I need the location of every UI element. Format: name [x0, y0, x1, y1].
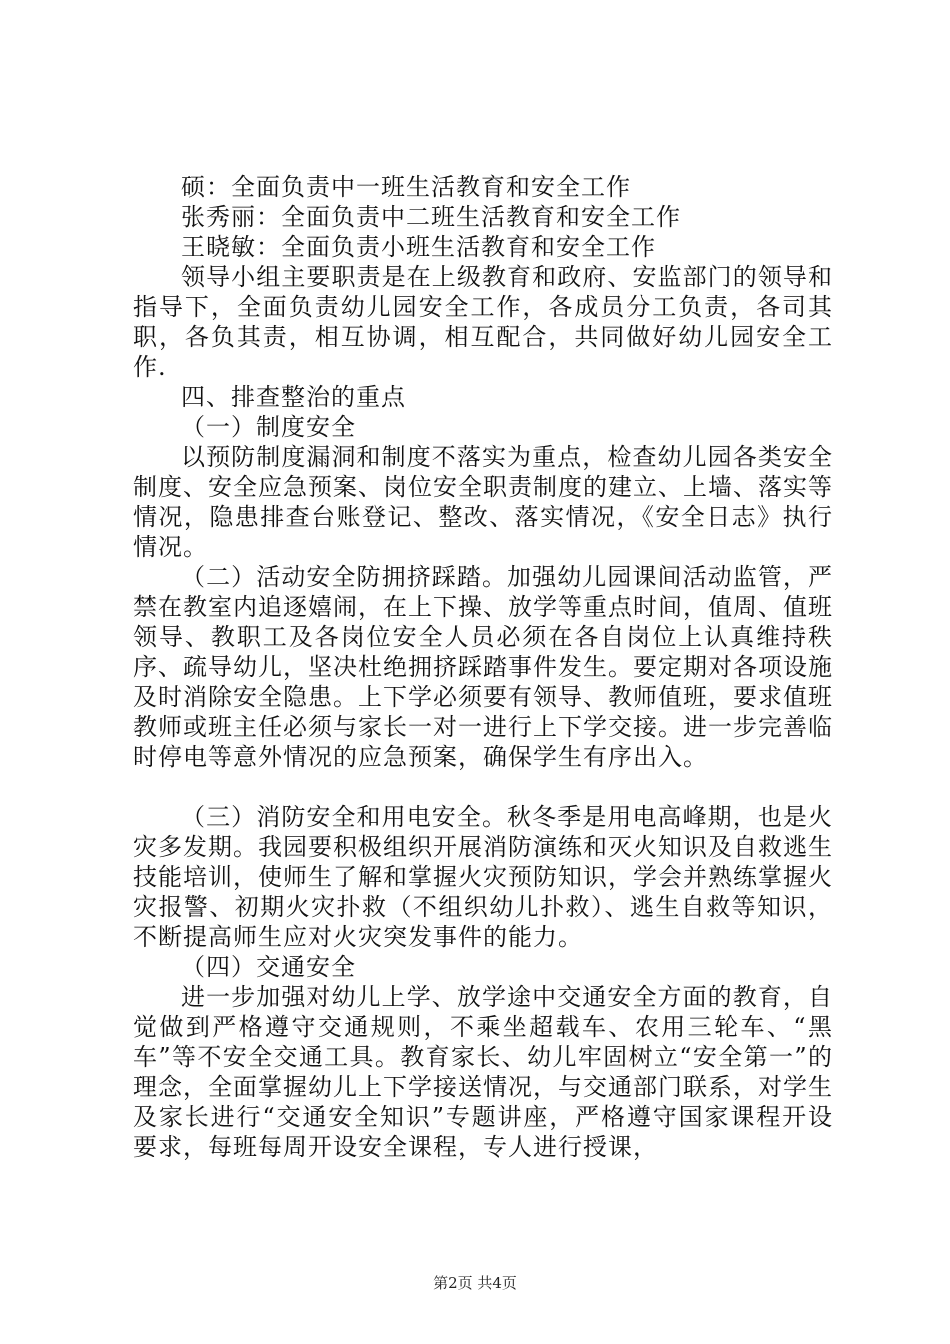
paragraph-duties: 领导小组主要职责是在上级教育和政府、安监部门的领导和指导下，全面负责幼儿园安全工作，各成员分工负责，各司其职，各负其责，相互协调，相互配合，共同做好幼儿园安全工作.: [133, 263, 833, 381]
paragraph-system-safety: 以预防制度漏洞和制度不落实为重点，检查幼儿园各类安全制度、安全应急预案、岗位安全职责制度的建立、上墙、落实等情况，隐患排查台账登记、整改、落实情况，《安全日志》执行情况。: [133, 443, 833, 561]
paragraph-activity-safety: （二）活动安全防拥挤踩踏。加强幼儿园课间活动监管，严禁在教室内追逐嬉闹，在上下操、放学等重点时间，值周、值班领导、教职工及各岗位安全人员必须在各自岗位上认真维持秩序、疏导幼儿，坚决杜绝拥挤踩踏事件发生。要定期对各项设施及时消除安全隐患。上下学必须要有领导、教师值班，要求值班教师或班主任必须与家长一对一进行上下学交接。进一步完善临时停电等意外情况的应急预案，确保学生有序出入。: [133, 563, 833, 771]
paragraph-staff-3: 王晓敏：全面负责小班生活教育和安全工作: [181, 233, 656, 261]
paragraph-fire-safety: （三）消防安全和用电安全。秋冬季是用电高峰期，也是火灾多发期。我园要积极组织开展消防演练和灭火知识及自救逃生技能培训，使师生了解和掌握火灾预防知识，学会并熟练掌握火灾报警、初期火灾扑救（不组织幼儿扑救）、逃生自救等知识，不断提高师生应对火灾突发事件的能力。: [133, 803, 833, 951]
paragraph-staff-1: 硕：全面负责中一班生活教育和安全工作: [181, 173, 631, 201]
page-footer: 第2页 共4页: [433, 1274, 517, 1292]
paragraph-traffic-safety: 进一步加强对幼儿上学、放学途中交通安全方面的教育，自觉做到严格遵守交通规则，不乘坐超载车、农用三轮车、“黑车”等不安全交通工具。教育家长、幼儿牢固树立“安全第一”的理念，全面掌握幼儿上下学接送情况，与交通部门联系，对学生及家长进行“交通安全知识”专题讲座，严格遵守国家课程开设要求，每班每周开设安全课程，专人进行授课，: [133, 983, 833, 1161]
section-heading-4: 四、排查整治的重点: [181, 383, 406, 411]
paragraph-staff-2: 张秀丽：全面负责中二班生活教育和安全工作: [181, 203, 681, 231]
subheading-4: （四）交通安全: [181, 953, 356, 981]
subheading-1: （一）制度安全: [181, 413, 356, 441]
body-text: [133, 172, 833, 1162]
